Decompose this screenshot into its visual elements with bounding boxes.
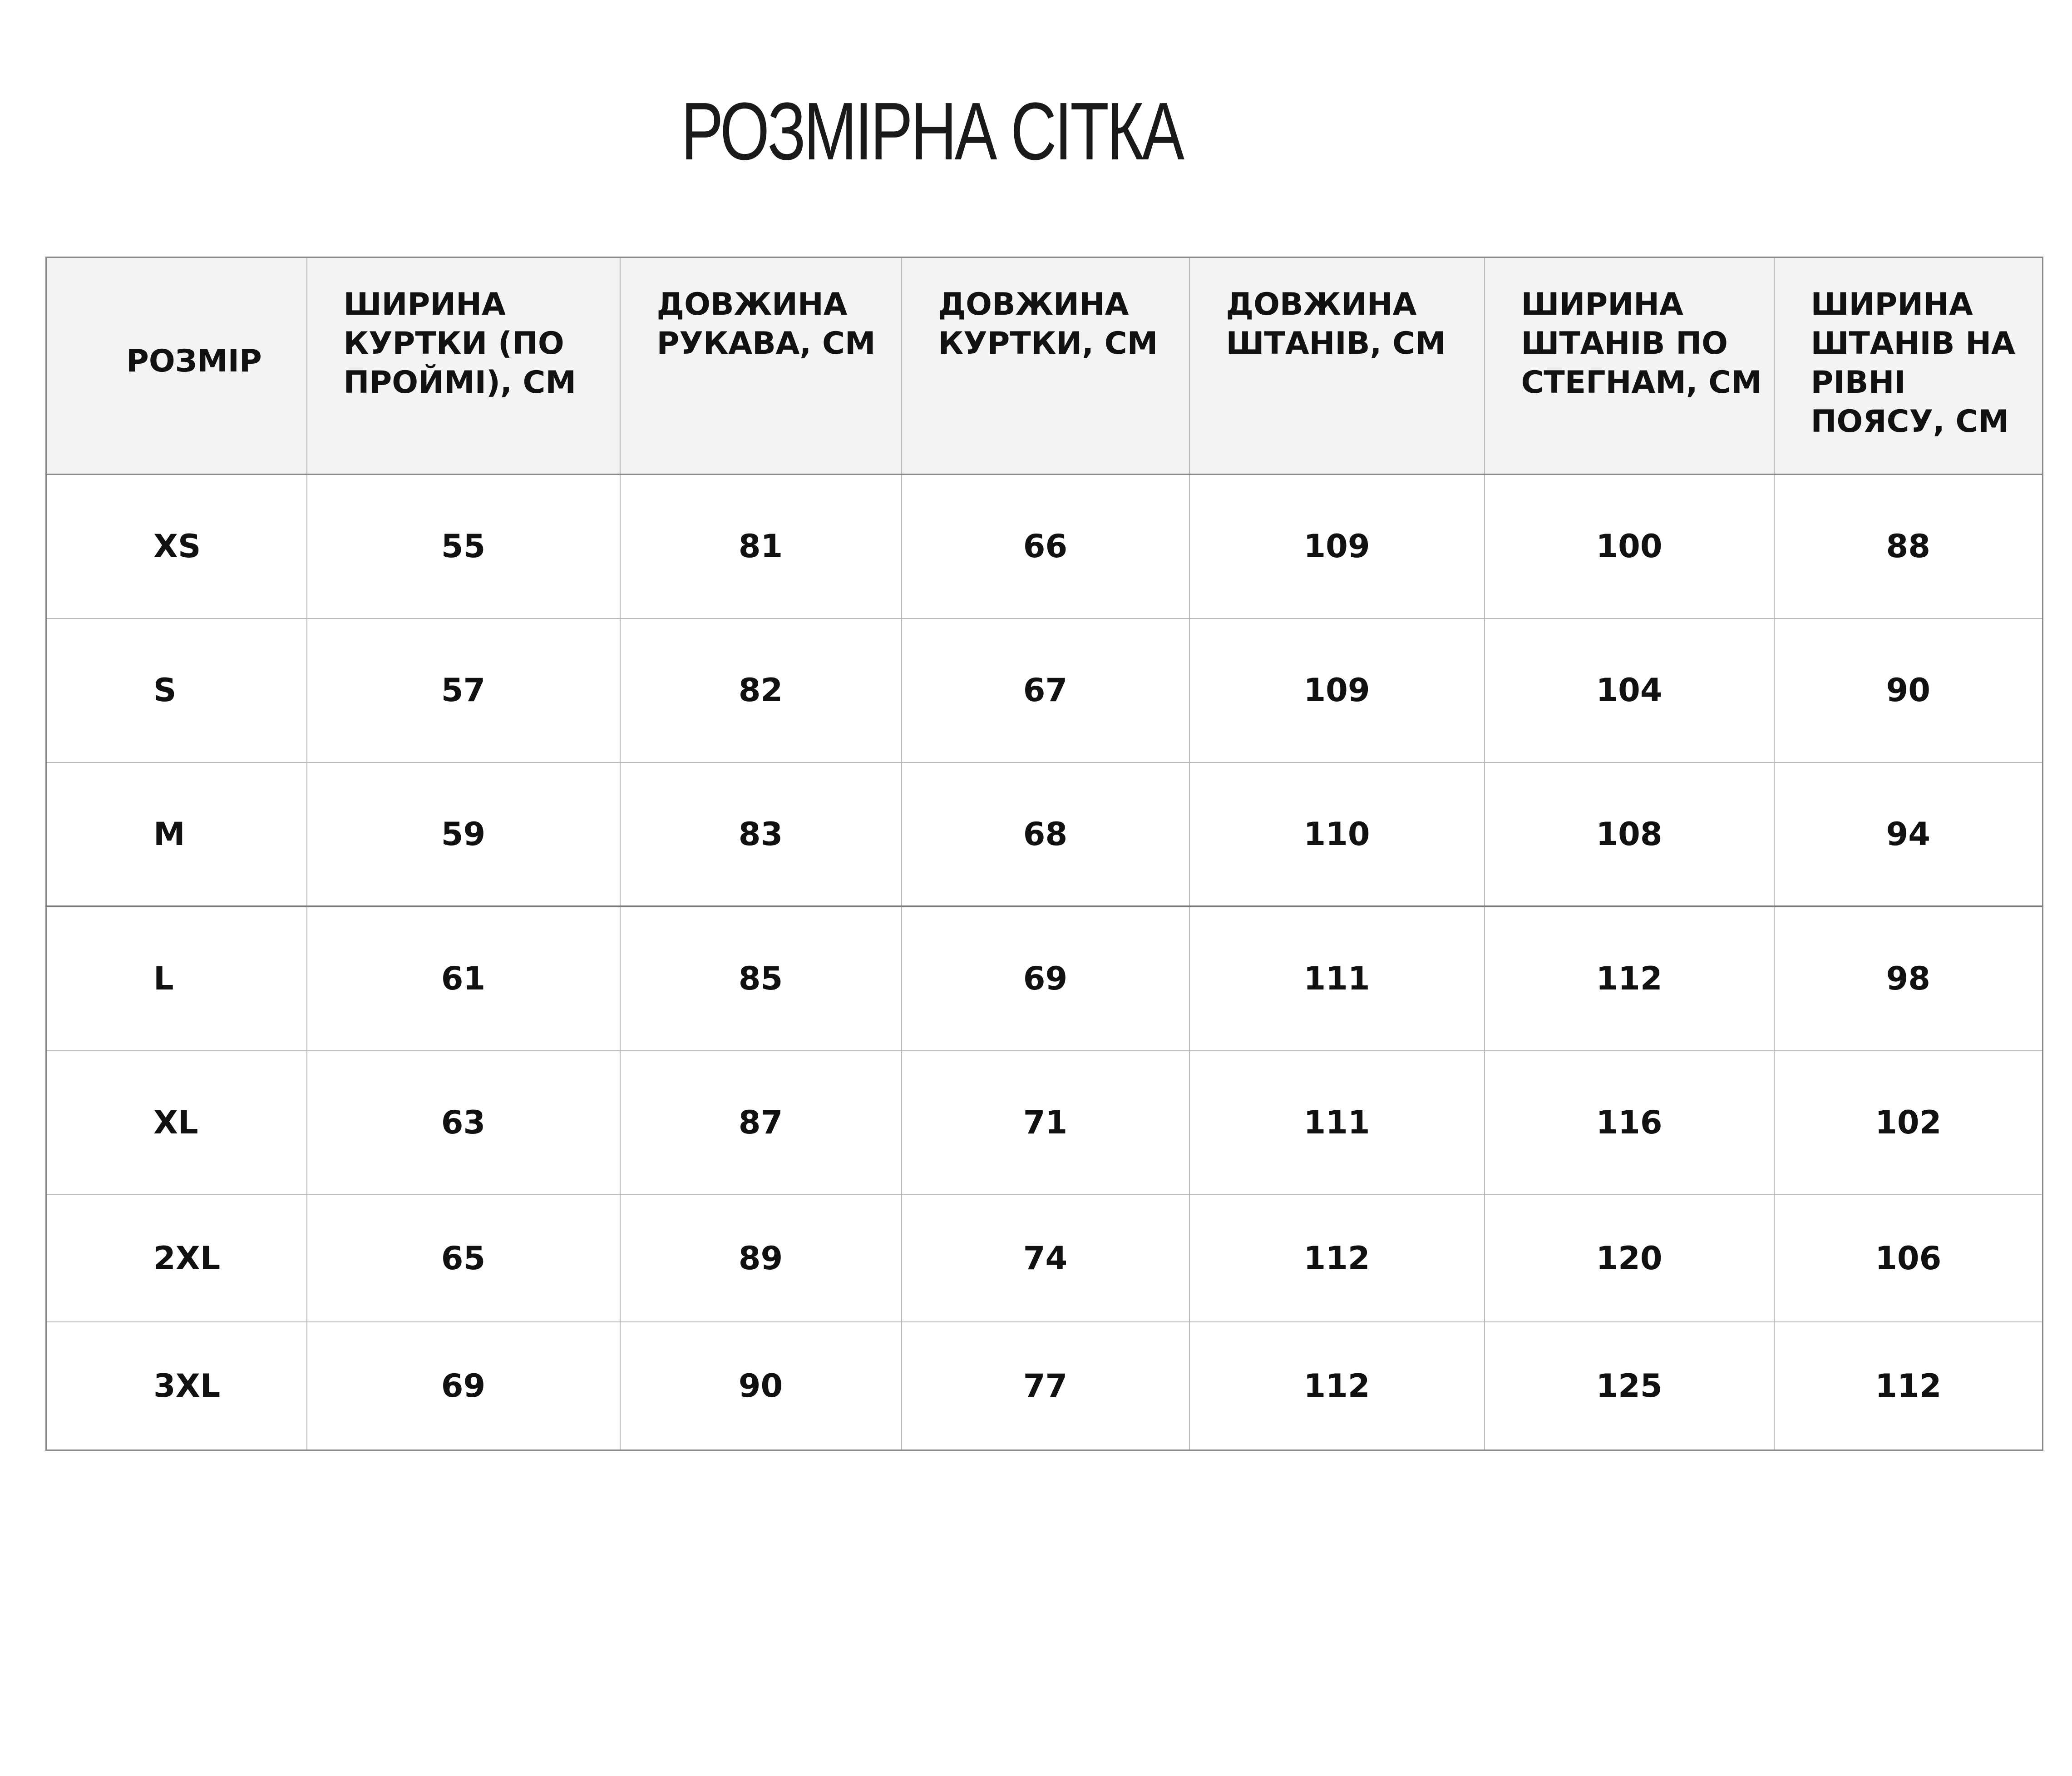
cell-pants-waist-width: 94: [1774, 762, 2043, 906]
table-row: [46, 1195, 2043, 1322]
cell-jacket-length: 77: [902, 1322, 1189, 1450]
cell-size: XS: [46, 475, 307, 618]
cell-pants-hip-width: 104: [1485, 618, 1774, 762]
cell-jacket-length: 67: [902, 618, 1189, 762]
cell-jacket-width: 65: [307, 1195, 620, 1322]
cell-jacket-length: 74: [902, 1195, 1189, 1322]
cell-pants-hip-width: 112: [1485, 906, 1774, 1050]
cell-pants-length: 112: [1189, 1195, 1485, 1322]
cell-pants-hip-width: 116: [1485, 1051, 1774, 1195]
header-pants-waist-width: ШИРИНА ШТАНІВ НА РІВНІ ПОЯСУ, СМ: [1774, 257, 2043, 475]
cell-jacket-width: 61: [307, 906, 620, 1050]
header-pants-hip-width: ШИРИНА ШТАНІВ ПО СТЕГНАМ, СМ: [1485, 257, 1774, 475]
cell-jacket-length: 71: [902, 1051, 1189, 1195]
size-chart-table: [45, 257, 2043, 1451]
table-row: [46, 1051, 2043, 1195]
cell-sleeve-length: 83: [620, 762, 902, 906]
cell-pants-hip-width: 120: [1485, 1195, 1774, 1322]
cell-pants-waist-width: 102: [1774, 1051, 2043, 1195]
cell-jacket-width: 69: [307, 1322, 620, 1450]
header-jacket-length: ДОВЖИНА КУРТКИ, СМ: [902, 257, 1189, 475]
page-title: РОЗМІРНА СІТКА: [681, 86, 1183, 177]
cell-pants-length: 111: [1189, 1051, 1485, 1195]
cell-sleeve-length: 89: [620, 1195, 902, 1322]
table-row: [46, 906, 2043, 1050]
cell-sleeve-length: 82: [620, 618, 902, 762]
cell-sleeve-length: 85: [620, 906, 902, 1050]
table-row: [46, 475, 2043, 618]
cell-sleeve-length: 81: [620, 475, 902, 618]
cell-pants-length: 112: [1189, 1322, 1485, 1450]
cell-pants-length: 109: [1189, 475, 1485, 618]
cell-size: S: [46, 618, 307, 762]
header-jacket-width: ШИРИНА КУРТКИ (ПО ПРОЙМІ), СМ: [307, 257, 620, 475]
cell-size: 3XL: [46, 1322, 307, 1450]
cell-pants-hip-width: 100: [1485, 475, 1774, 618]
cell-size: 2XL: [46, 1195, 307, 1322]
cell-pants-hip-width: 108: [1485, 762, 1774, 906]
cell-pants-length: 111: [1189, 906, 1485, 1050]
header-size: РОЗМІР: [46, 257, 307, 475]
cell-pants-waist-width: 98: [1774, 906, 2043, 1050]
table-row: [46, 1322, 2043, 1450]
header-pants-length: ДОВЖИНА ШТАНІВ, СМ: [1189, 257, 1485, 475]
cell-sleeve-length: 87: [620, 1051, 902, 1195]
header-sleeve-length: ДОВЖИНА РУКАВА, СМ: [620, 257, 902, 475]
cell-pants-length: 110: [1189, 762, 1485, 906]
cell-jacket-width: 63: [307, 1051, 620, 1195]
cell-jacket-length: 68: [902, 762, 1189, 906]
cell-size: L: [46, 906, 307, 1050]
cell-jacket-width: 57: [307, 618, 620, 762]
cell-pants-waist-width: 106: [1774, 1195, 2043, 1322]
table-row: [46, 762, 2043, 906]
cell-pants-waist-width: 88: [1774, 475, 2043, 618]
cell-jacket-length: 66: [902, 475, 1189, 618]
cell-size: XL: [46, 1051, 307, 1195]
table-row: [46, 618, 2043, 762]
cell-size: M: [46, 762, 307, 906]
cell-jacket-length: 69: [902, 906, 1189, 1050]
header-row: [46, 257, 2043, 475]
cell-jacket-width: 59: [307, 762, 620, 906]
cell-jacket-width: 55: [307, 475, 620, 618]
cell-pants-waist-width: 90: [1774, 618, 2043, 762]
cell-pants-waist-width: 112: [1774, 1322, 2043, 1450]
cell-pants-length: 109: [1189, 618, 1485, 762]
cell-sleeve-length: 90: [620, 1322, 902, 1450]
cell-pants-hip-width: 125: [1485, 1322, 1774, 1450]
